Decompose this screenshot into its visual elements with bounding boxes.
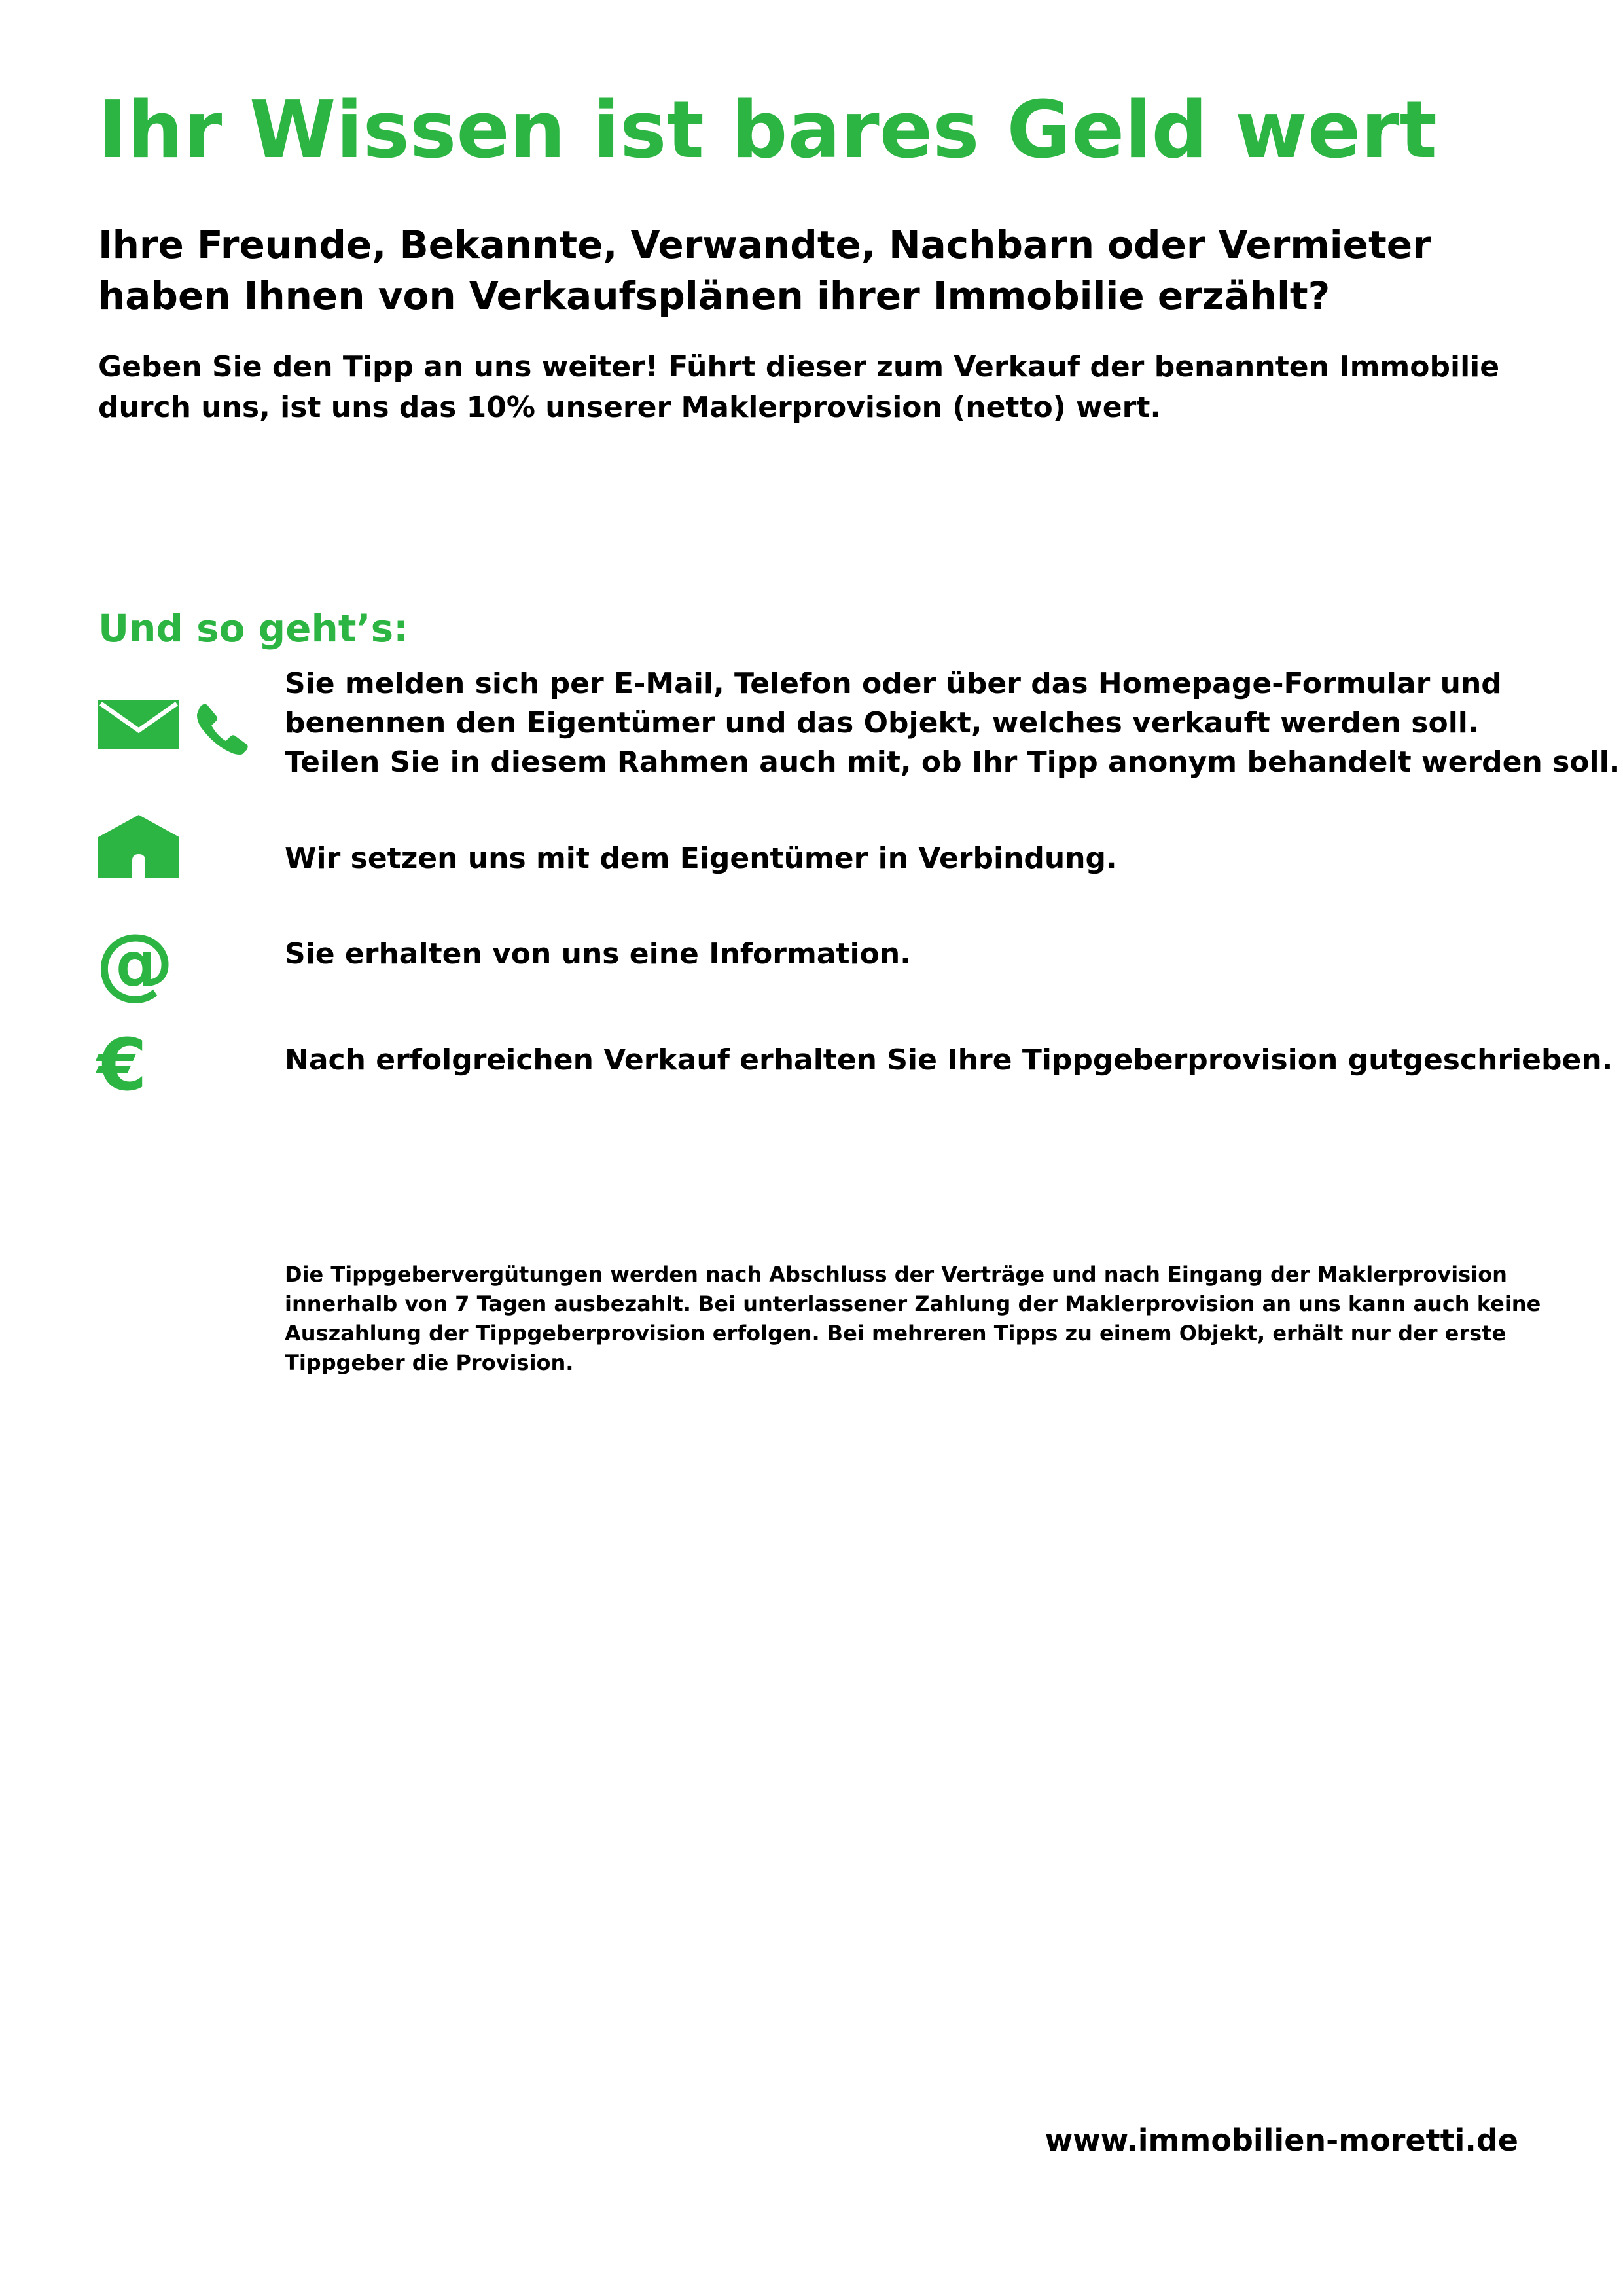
disclaimer [285, 1260, 1567, 1378]
step-3-line: Sie erhalten von uns eine Information. [285, 937, 911, 971]
intro-line: durch uns, ist uns das 10% unserer Maklerprovision (netto) wert. [98, 391, 1162, 424]
intro-line: Geben Sie den Tipp an uns weiter! Führt dieser zum Verkauf der benannten Immobilie [98, 350, 1500, 384]
envelope-icon [98, 700, 179, 749]
subtitle-line: Ihre Freunde, Bekannte, Verwandte, Nachbarn oder Vermieter [98, 223, 1431, 267]
website-url: www.immobilien-moretti.de [1044, 2123, 1518, 2158]
phone-icon [187, 700, 258, 755]
step-2-line: Wir setzen uns mit dem Eigentümer in Verbindung. [285, 842, 1117, 875]
page-title: Ihr Wissen ist bares Geld wert [98, 85, 1437, 176]
step-1-line: Teilen Sie in diesem Rahmen auch mit, ob Ihr Tipp anonym behandelt werden soll. [285, 745, 1620, 779]
euro-icon: € [97, 1023, 147, 1107]
disclaimer-line: Auszahlung der Tippgeberprovision erfolgen. Bei mehreren Tipps zu einem Objekt, erhält nur der erste [285, 1321, 1507, 1346]
step-1-line: benennen den Eigentümer und das Objekt, welches verkauft werden soll. [285, 706, 1479, 740]
disclaimer-line: innerhalb von 7 Tagen ausbezahlt. Bei unterlassener Zahlung der Maklerprovision an uns kann auch keine [285, 1291, 1541, 1316]
step-3-text [285, 935, 911, 974]
subtitle-line: haben Ihnen von Verkaufsplänen ihrer Immobilie erzählt? [98, 274, 1330, 318]
disclaimer-line: Tippgeber die Provision. [285, 1350, 574, 1375]
subtitle [98, 219, 1538, 321]
step-1-text [285, 664, 1620, 782]
disclaimer-line: Die Tippgebervergütungen werden nach Abschluss der Verträge und nach Eingang der Maklerprovision [285, 1262, 1507, 1287]
step-4-text [285, 1041, 1613, 1080]
intro-paragraph [98, 347, 1571, 428]
howto-heading: Und so geht’s: [98, 606, 409, 651]
at-sign-icon: @ [96, 918, 174, 1009]
house-icon [98, 815, 179, 878]
step-1-line: Sie melden sich per E-Mail, Telefon oder über das Homepage-Formular und [285, 667, 1502, 700]
step-4-line: Nach erfolgreichen Verkauf erhalten Sie Ihre Tippgeberprovision gutgeschrieben. [285, 1043, 1613, 1077]
step-2-text [285, 839, 1117, 878]
